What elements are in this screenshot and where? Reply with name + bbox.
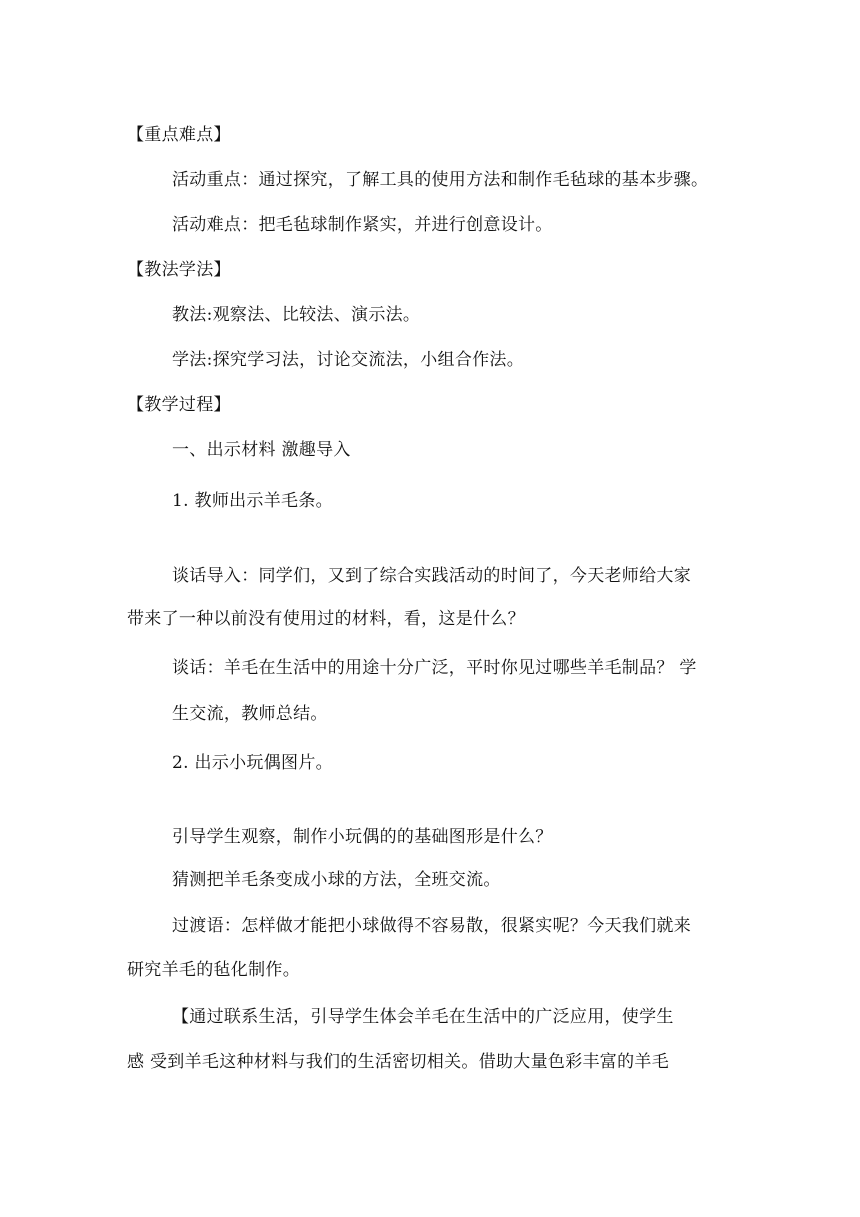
guide-observe-text: 引导学生观察，制作小玩偶的的基础图形是什么？ (172, 827, 553, 847)
key-point-text: 活动重点：通过探究，了解工具的使用方法和制作毛毡球的基本步骤。 (172, 170, 709, 190)
step-2-text: 2. 出示小玩偶图片。 (172, 753, 333, 773)
talk-line-1: 谈话：羊毛在生活中的用途十分广泛，平时你见过哪些羊毛制品？ 学 (172, 658, 697, 678)
learning-method-text: 学法:探究学习法，讨论交流法，小组合作法。 (172, 350, 525, 370)
transition-line-1: 过渡语：怎样做才能把小球做得不容易散，很紧实呢？今天我们就来 (172, 916, 691, 936)
talk-line-2: 生交流，教师总结。 (172, 704, 328, 724)
heading-methods: 【教法学法】 (127, 260, 231, 280)
talk-intro-line-1: 谈话导入：同学们，又到了综合实践活动的时间了，今天老师给大家 (172, 566, 691, 586)
heading-process: 【教学过程】 (127, 395, 231, 415)
section-one-title: 一、出示材料 激趣导入 (172, 440, 351, 460)
heading-key-points: 【重点难点】 (127, 125, 231, 145)
guess-method-text: 猜测把羊毛条变成小球的方法，全班交流。 (172, 870, 501, 890)
talk-intro-line-2: 带来了一种以前没有使用过的材料，看，这是什么？ (127, 609, 525, 629)
note-line-1: 【通过联系生活，引导学生体会羊毛在生活中的广泛应用，使学生 (172, 1007, 674, 1027)
step-1-text: 1. 教师出示羊毛条。 (172, 491, 333, 511)
transition-line-2: 研究羊毛的毡化制作。 (127, 960, 300, 980)
note-line-2: 感 受到羊毛这种材料与我们的生活密切相关。借助大量色彩丰富的羊毛 (127, 1052, 670, 1072)
difficult-point-text: 活动难点：把毛毡球制作紧实，并进行创意设计。 (172, 215, 553, 235)
teaching-method-text: 教法:观察法、比较法、演示法。 (172, 305, 421, 325)
